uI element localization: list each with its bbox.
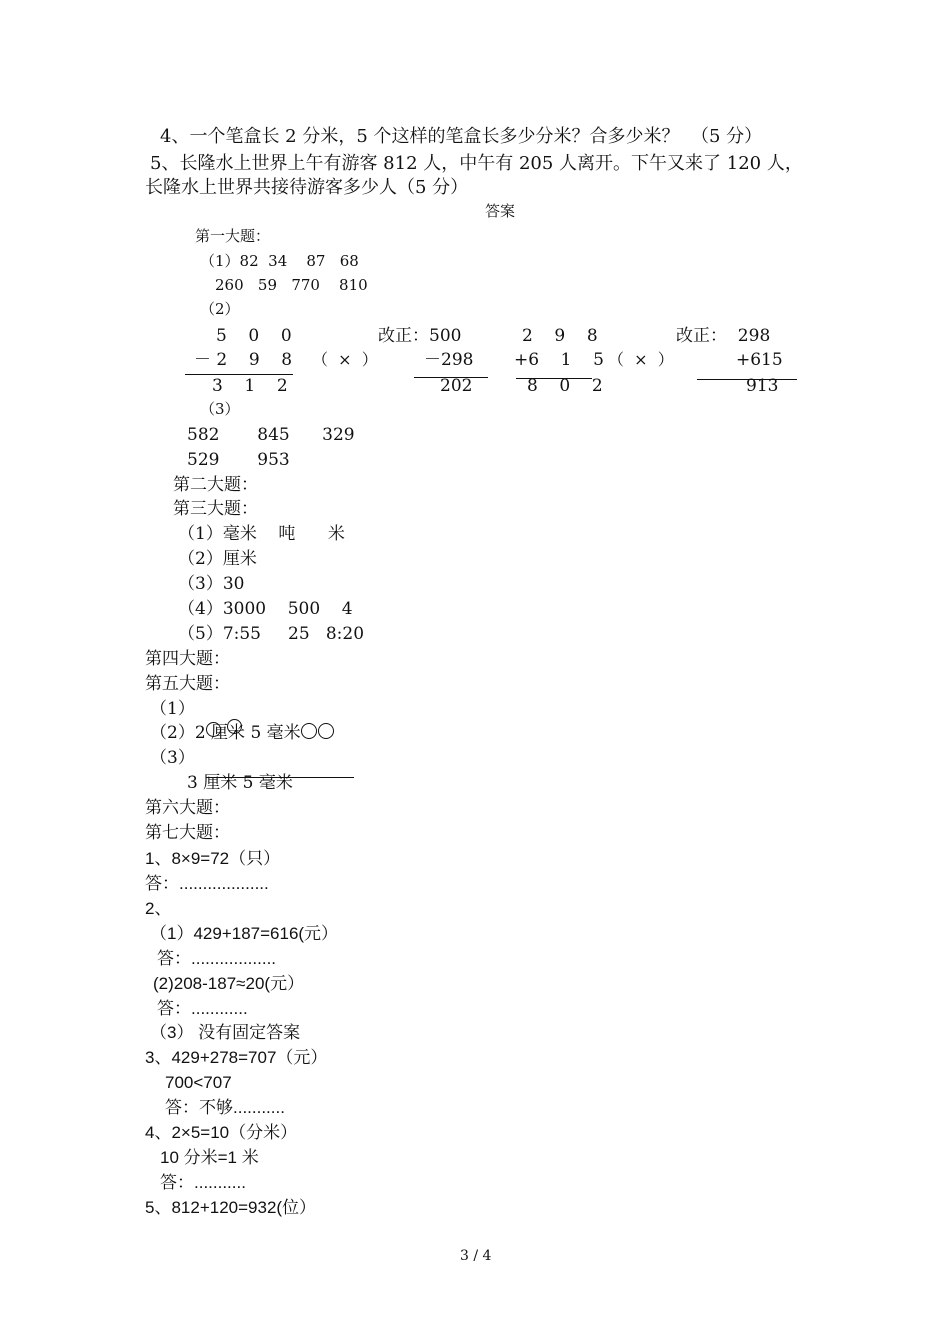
part7-line: 10 分米=1 米 <box>160 1148 259 1167</box>
calc-a-fix-mid: －298 <box>424 350 474 370</box>
part7-line: （3） 没有固定答案 <box>150 1023 301 1042</box>
part5-l4: 3 厘米 5 毫米 <box>187 773 293 793</box>
part7-line: 答：........... <box>160 1173 246 1192</box>
part3-line: （1）毫米 吨 米 <box>178 524 345 544</box>
part3-line: （5）7:55 25 8:20 <box>178 624 365 644</box>
part7-line: 答：不够........... <box>165 1098 285 1117</box>
part1-s3-row2: 529 953 <box>187 450 290 470</box>
part3-line: （3）30 <box>178 574 245 594</box>
calc-a-result: 3 1 2 <box>212 376 288 396</box>
calc-a-fix-label: 改正：500 <box>378 326 462 346</box>
part7-line: 4、2×5=10（分米） <box>145 1123 298 1142</box>
part5-l2: （2）2 厘米 5 毫米 <box>150 723 301 743</box>
question-5-line1: 5、长隆水上世界上午有游客 812 人，中午有 205 人离开。下午又来了 120 人， <box>150 153 803 174</box>
part3-line: （4）3000 500 4 <box>178 599 353 619</box>
part4-heading: 第四大题： <box>145 649 230 669</box>
calc-b-fix-result: 913 <box>746 376 779 396</box>
part1-s3-label: （3） <box>200 400 240 418</box>
part7-line: 3、429+278=707（元） <box>145 1048 328 1067</box>
part7-line: 1、8×9=72（只） <box>145 849 281 868</box>
calc-a-mid: － 2 9 8 <box>194 350 293 370</box>
answer-title: 答案 <box>485 202 516 220</box>
calc-a-top: 5 0 0 <box>216 326 292 346</box>
calc-b-mark: （ × ） <box>608 350 674 369</box>
calc-a-mark: （ × ） <box>312 350 378 369</box>
part6-heading: 第六大题： <box>145 798 230 818</box>
page-number: 3 / 4 <box>460 1248 492 1264</box>
part5-heading: 第五大题： <box>145 674 230 694</box>
part1-s3-row1: 582 845 329 <box>187 425 355 445</box>
calc-b-result: 8 0 2 <box>527 376 603 396</box>
part5-l3: （3） <box>150 748 195 768</box>
part1-s1-row1: （1）82 34 87 68 <box>200 252 359 270</box>
part1-s2-label: （2） <box>200 300 240 318</box>
part7-line: 答：.................. <box>157 949 277 968</box>
calc-b-fix-mid: +615 <box>736 350 783 370</box>
calc-b-top: 2 9 8 <box>522 326 598 346</box>
part2-heading: 第二大题： <box>173 475 258 495</box>
part5-l1: （1） <box>150 699 195 719</box>
part7-line: (2)208-187≈20(元） <box>153 974 305 993</box>
calc-b-mid: +6 1 5 <box>514 350 604 370</box>
calc-b-fix-label: 改正： 298 <box>676 326 771 346</box>
part7-line: 2、 <box>145 899 172 918</box>
part7-line: 700<707 <box>165 1073 232 1092</box>
circle-mark <box>206 722 221 737</box>
part7-line: 答：................... <box>145 874 269 893</box>
part3-heading: 第三大题： <box>173 499 258 519</box>
part7-heading: 第七大题： <box>145 823 230 843</box>
question-5-line2: 长隆水上世界共接待游客多少人（5 分） <box>145 177 469 198</box>
circle-mark <box>318 723 334 739</box>
part7-line: 5、812+120=932(位） <box>145 1198 317 1217</box>
calc-a-fix-result: 202 <box>440 376 473 396</box>
circle-mark <box>301 723 317 739</box>
part1-heading: 第一大题： <box>195 227 271 245</box>
question-4: 4、一个笔盒长 2 分米，5 个这样的笔盒长多少分米？合多少米？ （5 分） <box>160 126 763 147</box>
calc-a-line <box>185 374 293 375</box>
part1-s1-row2: 260 59 770 810 <box>215 276 368 294</box>
part7-line: 答：............ <box>157 999 248 1018</box>
circle-mark <box>227 719 242 734</box>
part7-line: （1）429+187=616(元） <box>150 924 339 943</box>
part3-line: （2）厘米 <box>178 549 257 569</box>
